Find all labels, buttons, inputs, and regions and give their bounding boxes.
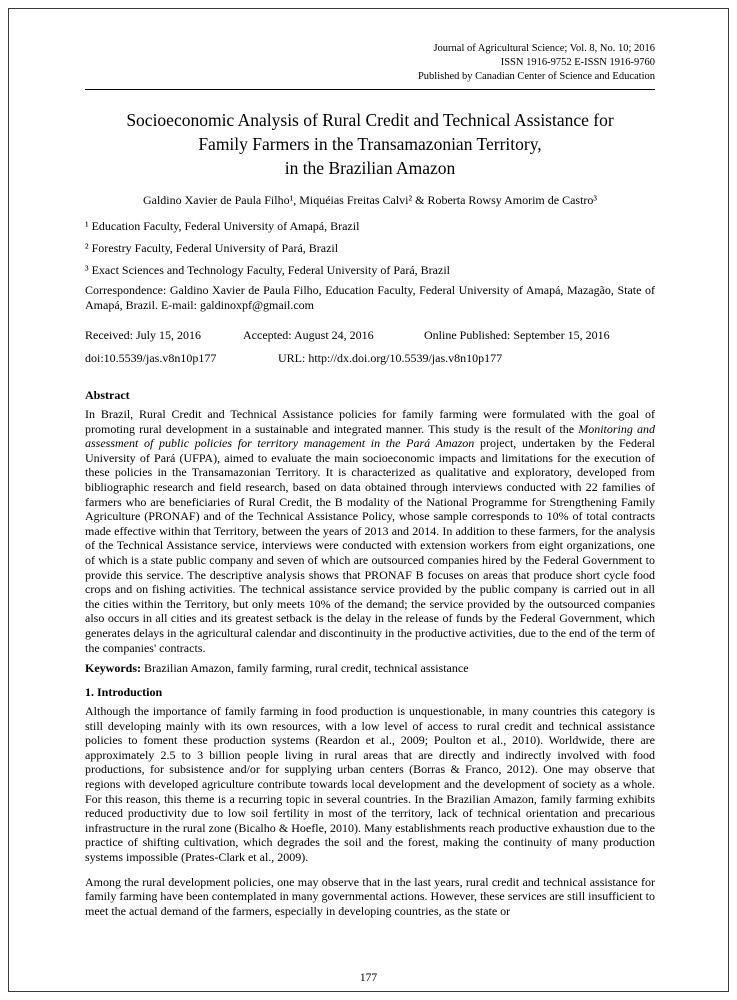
affiliation-3: ³ Exact Sciences and Technology Faculty, Federal University of Pará, Brazil: [85, 263, 450, 277]
introduction-heading: 1. Introduction: [85, 685, 163, 700]
abstract-text-before: In Brazil, Rural Credit and Technical Assistance policies for family farming were formulated with the goal of promoting rural development in a sustainable and integrated manner. This study is the result of the: [85, 407, 655, 436]
paper-title-line-1: Socioeconomic Analysis of Rural Credit and Technical Assistance for: [126, 110, 614, 130]
authors-line: Galdino Xavier de Paula Filho¹, Miquéias Freitas Calvi² & Roberta Rowsy Amorim de Castro³: [142, 193, 598, 207]
keywords-line: [85, 661, 655, 676]
journal-issn-line: ISSN 1916-9752 E-ISSN 1916-9760: [500, 57, 655, 68]
paper-title-line-3: in the Brazilian Amazon: [284, 158, 456, 178]
abstract-heading: Abstract: [85, 388, 130, 402]
correspondence-paragraph: Correspondence: Galdino Xavier de Paula Filho, Education Faculty, Federal University of Amapá, Mazagão, State of Amapá, Brazil. E-mail: galdinoxpf@gmail.com: [85, 283, 655, 312]
affiliation-1: ¹ Education Faculty, Federal University of Amapá, Brazil: [85, 219, 360, 233]
page-content: [85, 42, 655, 918]
journal-publisher-line: Published by Canadian Center of Science and Education: [417, 71, 655, 82]
header-divider: [85, 89, 655, 90]
paper-title: [85, 108, 655, 180]
accepted-date: Accepted: August 24, 2016: [243, 328, 374, 342]
abstract-text-after: project, undertaken by the Federal University of Pará (UFPA), aimed to evaluate the main socioeconomic impacts and limitations for the execution of these policies in the Transamazonian Territory. It is characterized as qualitative and exploratory, developed from bibliographic research and field research, based on data obtained through interviews conducted with 22 families of farmers who are beneficiaries of Rural Credit, the B modality of the National Programme for Strengthening Family Agriculture (PRONAF) and of the Technical Assistance Policy, whose sample corresponds to 10% of total contracts made effective within that Territory, between the years of 2013 and 2014. In addition to these farmers, for the analysis of the Technical Assistance service, interviews were conducted with extension workers from eight organizations, one of which is a state public company and seven of which are outsourced companies hired by the Federal Government to provide this service. The descriptive analysis shows that PRONAF B focuses on areas that produce short cycle food crops and on fishing activities. The technical assistance service provided by the public company is carried out in all the cities within the Territory, but only meets 10% of the demand; the service provided by the outsourced companies also occurs in all cities and its greatest setback is the delay in the release of funds by the Federal Government, which generates delays in the agricultural calendar and discontinuity in the productive activities, due to the end of the term of the companies' contracts.: [85, 436, 655, 655]
paper-title-line-2: Family Farmers in the Transamazonian Territory,: [198, 134, 542, 154]
received-date: Received: July 15, 2016: [85, 328, 201, 342]
affiliations: [85, 215, 655, 281]
introduction-paragraph-1: Although the importance of family farming in food production is unquestionable, in many countries this category is still developing mainly with its own resources, with a low level of access to rural credit and technical assistance policies to foment these production systems (Reardon et al., 2009; Poulton et al., 2010). Worldwide, there are approximately 2.5 to 3 billion people living in rural areas that are directly and indirectly involved with food productions, for subsistence and/or for supplying urban centers (Borras & Franco, 2012). One may observe that regions with developed agriculture contribute towards local development and the development of society as a whole. For this reason, this theme is a recurring topic in several countries. In the Brazilian Amazon, family farming exhibits reduced productivity due to low soil fertility in most of the territory, lack of technical orientation and precarious infrastructure in the rural zone (Bicalho & Hoefle, 2010). Many establishments reach productive exhaustion due to the practice of shifting cultivation, which degrades the soil and the forest, making the continuity of many production systems impossible (Prates-Clark et al., 2009).: [85, 704, 655, 865]
dates-row: [85, 328, 655, 343]
doi-row: [85, 351, 655, 366]
abstract-paragraph: [85, 407, 655, 655]
keywords-label: Keywords:: [85, 661, 141, 676]
page-number: 177: [359, 972, 378, 984]
journal-title-line: Journal of Agricultural Science; Vol. 8, No. 10; 2016: [433, 43, 655, 54]
introduction-paragraph-2: Among the rural development policies, one may observe that in the last years, rural credit and technical assistance for family farming have been contemplated in many governmental actions. However, these services are still insufficient to meet the actual demand of the farmers, especially in developing countries, as the state or: [85, 874, 655, 918]
doi-url-link[interactable]: URL: http://dx.doi.org/10.5539/jas.v8n10p177: [278, 351, 503, 365]
affiliation-2: ² Forestry Faculty, Federal University of Pará, Brazil: [85, 241, 339, 255]
online-published-date: Online Published: September 15, 2016: [424, 328, 610, 342]
keywords-text: Brazilian Amazon, family farming, rural credit, technical assistance: [141, 661, 469, 676]
abstract-project-name-italic: Monitoring and assessment of public policies for territory management in the Pará Amazon: [85, 421, 656, 451]
journal-header: [85, 42, 655, 84]
doi-text: doi:10.5539/jas.v8n10p177: [85, 351, 217, 365]
